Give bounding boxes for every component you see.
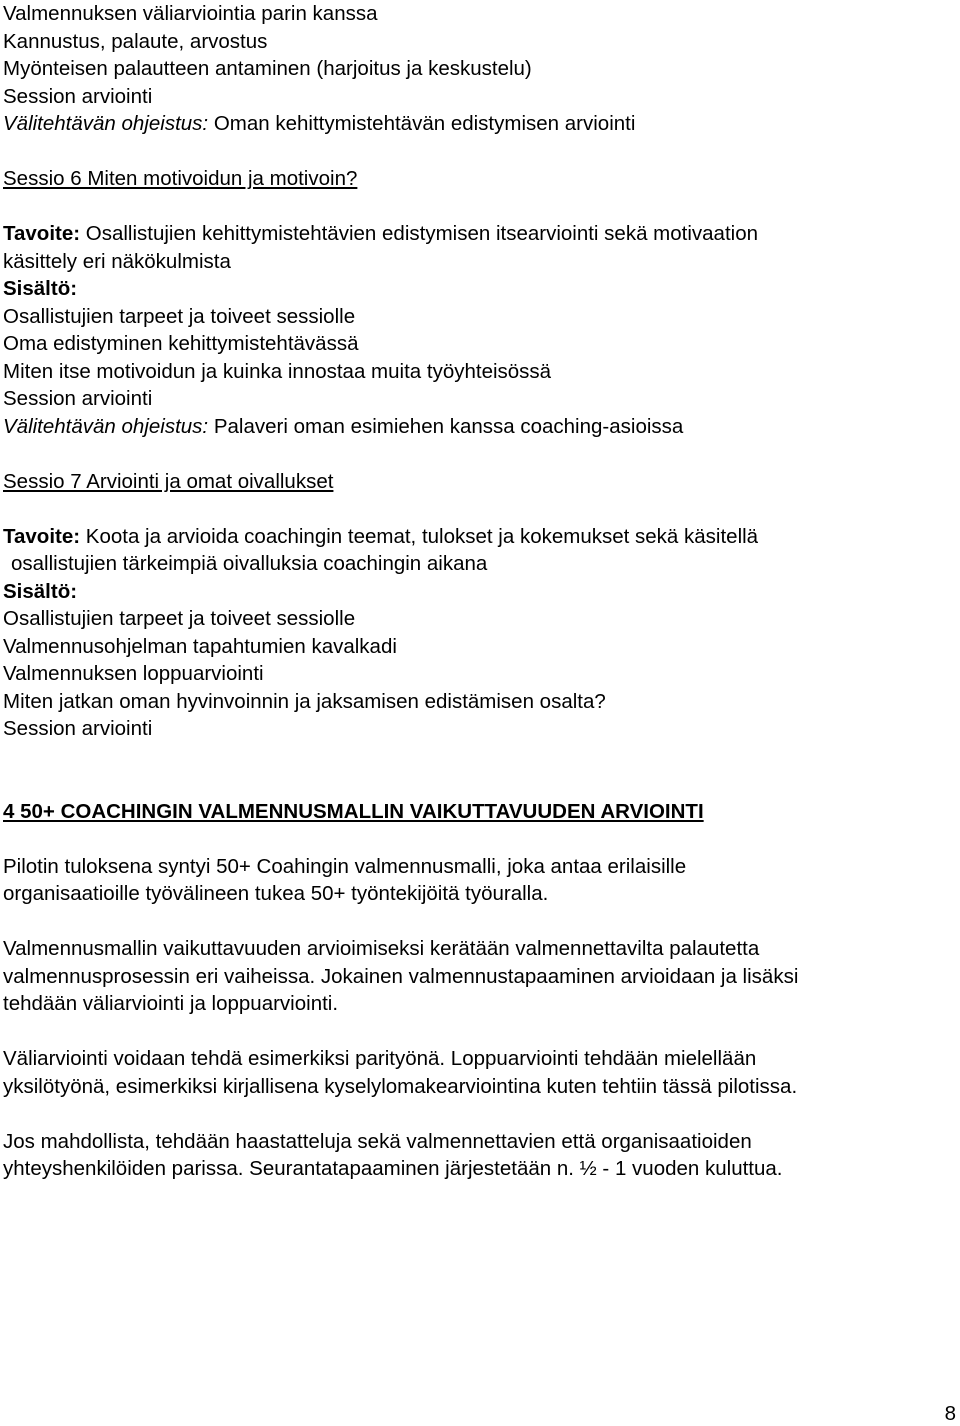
content-item: Miten jatkan oman hyvinvoinnin ja jaksamisen edistämisen osalta? xyxy=(3,689,606,713)
page-number: 8 xyxy=(944,1402,956,1425)
paragraph-line: yksilötyönä, esimerkiksi kirjallisena kyselylomakearviointina kuten tehtiin tässä pilotissa. xyxy=(3,1074,798,1098)
section-heading: 4 50+ COACHINGIN VALMENNUSMALLIN VAIKUTTAVUUDEN ARVIOINTI xyxy=(3,799,704,823)
assignment-label: Välitehtävän ohjeistus: xyxy=(3,112,209,135)
goal-label: Tavoite: xyxy=(3,524,81,548)
goal-text: Koota ja arvioida coachingin teemat, tulokset ja kokemukset sekä käsitellä xyxy=(80,524,759,548)
session-6-goal-cont: käsittely eri näkökulmista xyxy=(3,249,231,273)
session-7-title: Sessio 7 Arviointi ja omat oivallukset xyxy=(3,469,334,493)
session-7-goal xyxy=(3,523,943,551)
session-7-goal-cont: osallistujien tärkeimpiä oivalluksia coachingin aikana xyxy=(11,552,488,575)
text-line: Kannustus, palaute, arvostus xyxy=(3,29,268,53)
assignment-text: Palaveri oman esimiehen kanssa coaching-asioissa xyxy=(208,414,684,438)
content-item: Session arviointi xyxy=(3,387,153,410)
content-item: Osallistujien tarpeet ja toiveet sessiolle xyxy=(3,304,356,328)
content-item: Osallistujien tarpeet ja toiveet sessiolle xyxy=(3,607,356,630)
content-item: Oma edistyminen kehittymistehtävässä xyxy=(3,332,359,355)
content-label: Sisältö: xyxy=(3,579,78,603)
content-item: Valmennusohjelman tapahtumien kavalkadi xyxy=(3,634,397,658)
paragraph-line: Väliarviointi voidaan tehdä esimerkiksi parityönä. Loppuarviointi tehdään mielellään xyxy=(3,1047,757,1070)
paragraph-line: Pilotin tuloksena syntyi 50+ Coahingin valmennusmalli, joka antaa erilaisille xyxy=(3,854,687,878)
session-6-goal xyxy=(3,220,943,248)
assignment-text: Oman kehittymistehtävän edistymisen arviointi xyxy=(208,112,636,135)
content-item: Valmennuksen loppuarviointi xyxy=(3,662,264,685)
paragraph-line: valmennusprosessin eri vaiheissa. Jokainen valmennustapaaminen arvioidaan ja lisäksi xyxy=(3,964,799,988)
text-line: Session arviointi xyxy=(3,84,153,108)
paragraph-line: Valmennusmallin vaikuttavuuden arvioimiseksi kerätään valmennettavilta palautetta xyxy=(3,937,760,960)
paragraph-line: organisaatioille työvälineen tukea 50+ työntekijöitä työuralla. xyxy=(3,882,549,905)
assignment-line xyxy=(3,110,943,138)
session-6-title: Sessio 6 Miten motivoidun ja motivoin? xyxy=(3,167,358,190)
goal-label: Tavoite: xyxy=(3,222,81,245)
assignment-line xyxy=(3,413,943,441)
text-line: Myönteisen palautteen antaminen (harjoitus ja keskustelu) xyxy=(3,57,532,80)
paragraph-line: Jos mahdollista, tehdään haastatteluja sekä valmennettavien että organisaatioiden xyxy=(3,1129,752,1153)
content-item: Miten itse motivoidun ja kuinka innostaa muita työyhteisössä xyxy=(3,359,552,383)
paragraph-line: yhteyshenkilöiden parissa. Seurantatapaaminen järjestetään n. ½ - 1 vuoden kuluttua. xyxy=(3,1157,783,1180)
assignment-label: Välitehtävän ohjeistus: xyxy=(3,414,209,438)
content-label: Sisältö: xyxy=(3,277,78,300)
document-page xyxy=(3,0,943,1183)
text-line: Valmennuksen väliarviointia parin kanssa xyxy=(3,2,378,25)
content-item: Session arviointi xyxy=(3,717,153,740)
goal-text: Osallistujien kehittymistehtävien edistymisen itsearviointi sekä motivaation xyxy=(80,222,759,245)
paragraph-line: tehdään väliarviointi ja loppuarviointi. xyxy=(3,992,339,1015)
